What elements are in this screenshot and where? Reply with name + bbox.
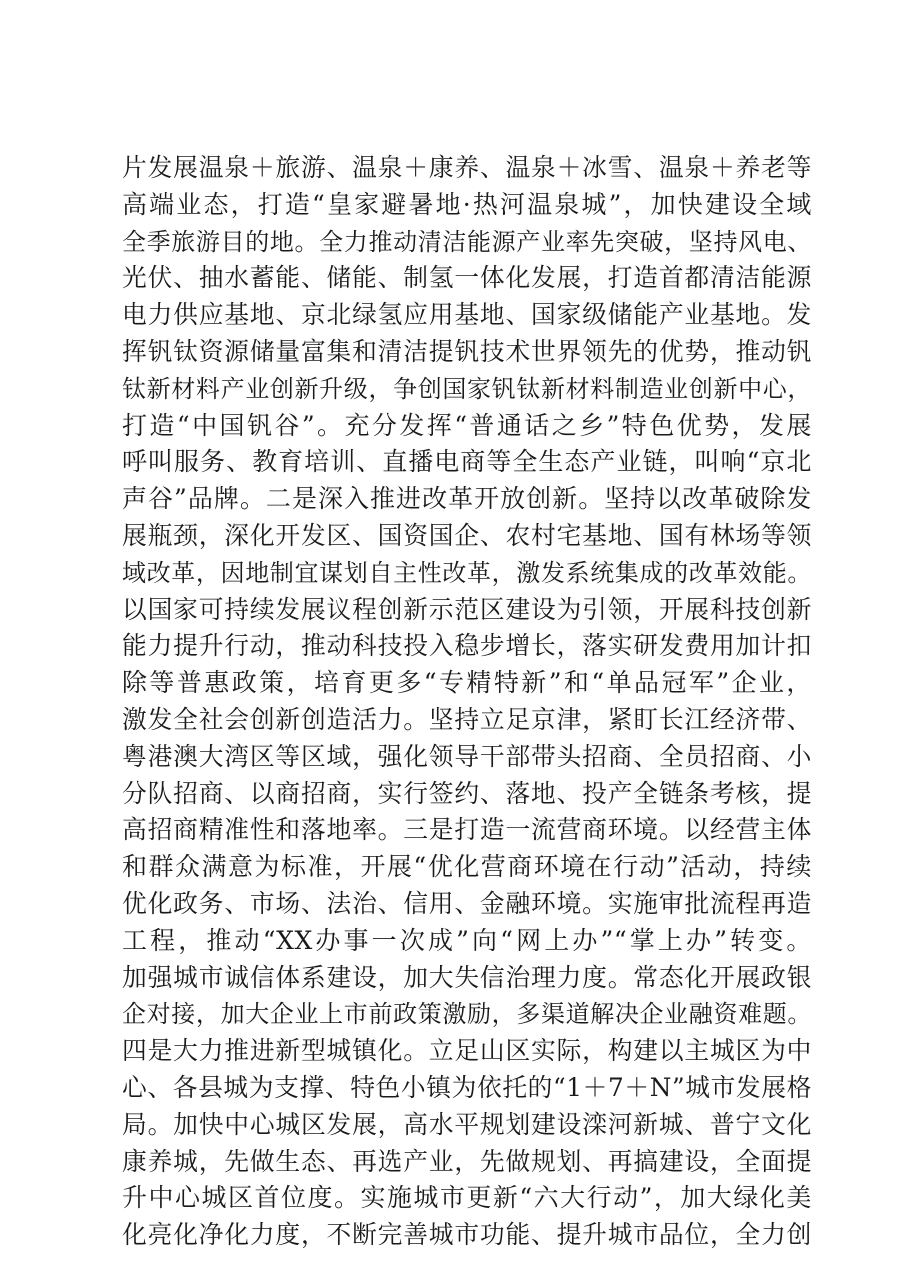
text-line: 局。加快中心城区发展，高水平规划建设滦河新城、普宁文化 bbox=[122, 1109, 812, 1139]
text-line: 域改革，因地制宜谋划自主性改革，激发系统集成的改革效能。 bbox=[122, 558, 812, 587]
text-line: 光伏、抽水蓄能、储能、制氢一体化发展，打造首都清洁能源 bbox=[122, 263, 812, 293]
text-line: 企对接，加大企业上市前政策激励，多渠道解决企业融资难题。 bbox=[122, 1000, 812, 1029]
text-line: 展瓶颈，深化开发区、国资国企、农村宅基地、国有林场等领 bbox=[122, 520, 812, 550]
text-line: 化亮化净化力度，不断完善城市功能、提升城市品位，全力创 bbox=[122, 1220, 812, 1250]
text-line: 电力供应基地、京北绿氢应用基地、国家级储能产业基地。发 bbox=[122, 300, 812, 330]
text-line: 声谷”品牌。二是深入推进改革开放创新。坚持以改革破除发 bbox=[122, 484, 812, 514]
text-line: 钛新材料产业创新升级，争创国家钒钛新材料制造业创新中心， bbox=[122, 374, 812, 403]
text-line: 优化政务、市场、法治、信用、金融环境。实施审批流程再造 bbox=[122, 888, 812, 918]
text-line: 除等普惠政策，培育更多“专精特新”和“单品冠军”企业， bbox=[122, 668, 812, 698]
body-text bbox=[122, 150, 812, 1254]
text-line: 打造“中国钒谷”。充分发挥“普通话之乡”特色优势，发展 bbox=[122, 410, 812, 440]
text-line: 升中心城区首位度。实施城市更新“六大行动”，加大绿化美 bbox=[122, 1183, 812, 1213]
text-line: 能力提升行动，推动科技投入稳步增长，落实研发费用加计扣 bbox=[122, 631, 812, 661]
text-line: 以国家可持续发展议程创新示范区建设为引领，开展科技创新 bbox=[122, 594, 812, 624]
text-line: 工程，推动“XX办事一次成”向“网上办”“掌上办”转变。 bbox=[122, 925, 812, 955]
text-line: 激发全社会创新创造活力。坚持立足京津，紧盯长江经济带、 bbox=[122, 704, 812, 734]
text-line: 康养城，先做生态、再选产业，先做规划、再搞建设，全面提 bbox=[122, 1146, 812, 1176]
text-line: 高招商精准性和落地率。三是打造一流营商环境。以经营主体 bbox=[122, 815, 812, 845]
text-line: 四是大力推进新型城镇化。立足山区实际，构建以主城区为中 bbox=[122, 1036, 812, 1066]
text-line: 和群众满意为标准，开展“优化营商环境在行动”活动，持续 bbox=[122, 852, 812, 882]
text-line: 呼叫服务、教育培训、直播电商等全生态产业链，叫响“京北 bbox=[122, 447, 812, 477]
text-line: 分队招商、以商招商，实行签约、落地、投产全链条考核，提 bbox=[122, 778, 812, 808]
text-line: 全季旅游目的地。全力推动清洁能源产业率先突破，坚持风电、 bbox=[122, 227, 812, 256]
text-line: 挥钒钛资源储量富集和清洁提钒技术世界领先的优势，推动钒 bbox=[122, 336, 812, 366]
text-line: 心、各县城为支撑、特色小镇为依托的“1＋7＋N”城市发展格 bbox=[122, 1072, 812, 1102]
text-line: 加强城市诚信体系建设，加大失信治理力度。常态化开展政银 bbox=[122, 962, 812, 992]
text-line: 粤港澳大湾区等区域，强化领导干部带头招商、全员招商、小 bbox=[122, 741, 812, 771]
text-line: 片发展温泉＋旅游、温泉＋康养、温泉＋冰雪、温泉＋养老等 bbox=[122, 153, 812, 182]
text-line: 高端业态，打造“皇家避暑地·热河温泉城”，加快建设全域 bbox=[122, 189, 812, 219]
